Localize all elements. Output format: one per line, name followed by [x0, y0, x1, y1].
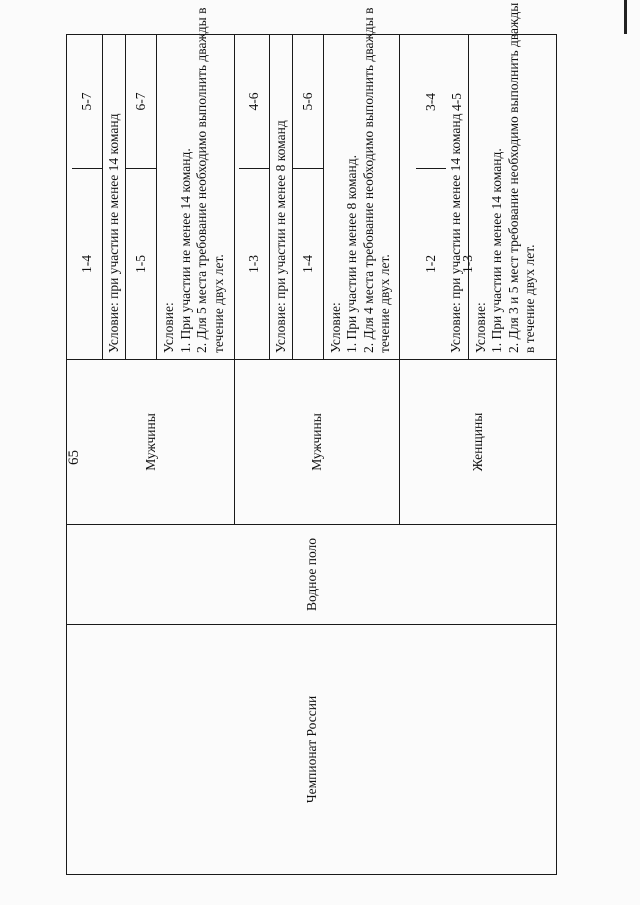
edge-mark — [624, 0, 627, 34]
places-value: 4-6 — [245, 92, 261, 111]
gender-cell-women — [400, 360, 557, 525]
places-value: 1-3 — [459, 255, 475, 273]
places-value: 1-4 — [293, 168, 323, 359]
men-2-condition: Условие: при участии не менее 8 команд — [270, 35, 293, 359]
places-value: 1-5 — [126, 168, 156, 359]
places-value: 1-3 — [239, 168, 269, 359]
gender-label: Мужчины — [309, 413, 324, 471]
men-1-data-cell — [67, 7, 235, 360]
page-number: 65 — [66, 450, 82, 465]
note-line: 2. Для 5 места требование необходимо выполнить дважды в — [194, 7, 209, 353]
note-line: течение двух лет. — [377, 254, 392, 353]
gender-cell-men-1 — [67, 360, 235, 525]
note-line: 1. При участии не менее 14 команд. — [177, 148, 193, 353]
men-1-note — [157, 7, 229, 359]
sport-name: Водное поло — [303, 537, 319, 612]
men-1-places-row-2 — [126, 35, 157, 359]
places-value: 6-7 — [133, 92, 148, 111]
gender-label: Женщины — [470, 412, 485, 472]
sport-cell — [67, 525, 557, 625]
women-condition: Условие: при участии не менее 14 команд — [447, 113, 463, 353]
men-1-condition: Условие: при участии не менее 14 команд — [103, 35, 126, 359]
places-value: 3-4 — [422, 93, 438, 111]
men-2-note — [324, 7, 396, 359]
note-line: Условие: — [472, 302, 488, 353]
note-line: в течение двух лет. — [522, 244, 537, 353]
places-value: 5-6 — [299, 92, 315, 111]
gender-cell-men-2 — [235, 360, 400, 525]
men-2-places-row-2 — [293, 35, 324, 359]
standards-table — [66, 2, 557, 875]
competition-name: Чемпионат России — [303, 695, 319, 804]
men-2-places-row-1 — [239, 35, 270, 359]
note-line: Условие: — [327, 302, 343, 353]
women-places-rows — [416, 35, 475, 359]
women-note — [469, 2, 541, 359]
men-2-data-cell — [235, 7, 400, 360]
rotated-table-area — [66, 2, 556, 875]
men-1-places-row-1 — [72, 35, 103, 359]
note-line: 2. Для 3 и 5 мест требование необходимо выполнить дважды — [505, 2, 521, 353]
gender-label: Мужчины — [142, 413, 158, 471]
places-value: 5-7 — [79, 92, 94, 111]
note-line: 2. Для 4 места требование необходимо выполнить дважды в — [360, 7, 376, 353]
women-data-cell — [400, 2, 557, 360]
note-line: 1. При участии не менее 14 команд. — [489, 148, 504, 353]
places-value: 4-5 — [448, 93, 464, 111]
competition-cell — [67, 625, 557, 875]
note-line: Условие: — [161, 302, 176, 353]
note-line: течение двух лет. — [210, 254, 226, 353]
places-value: 1-2 — [416, 168, 446, 359]
places-value: 1-4 — [72, 168, 102, 359]
note-line: 1. При участии не менее 8 команд. — [344, 155, 359, 353]
